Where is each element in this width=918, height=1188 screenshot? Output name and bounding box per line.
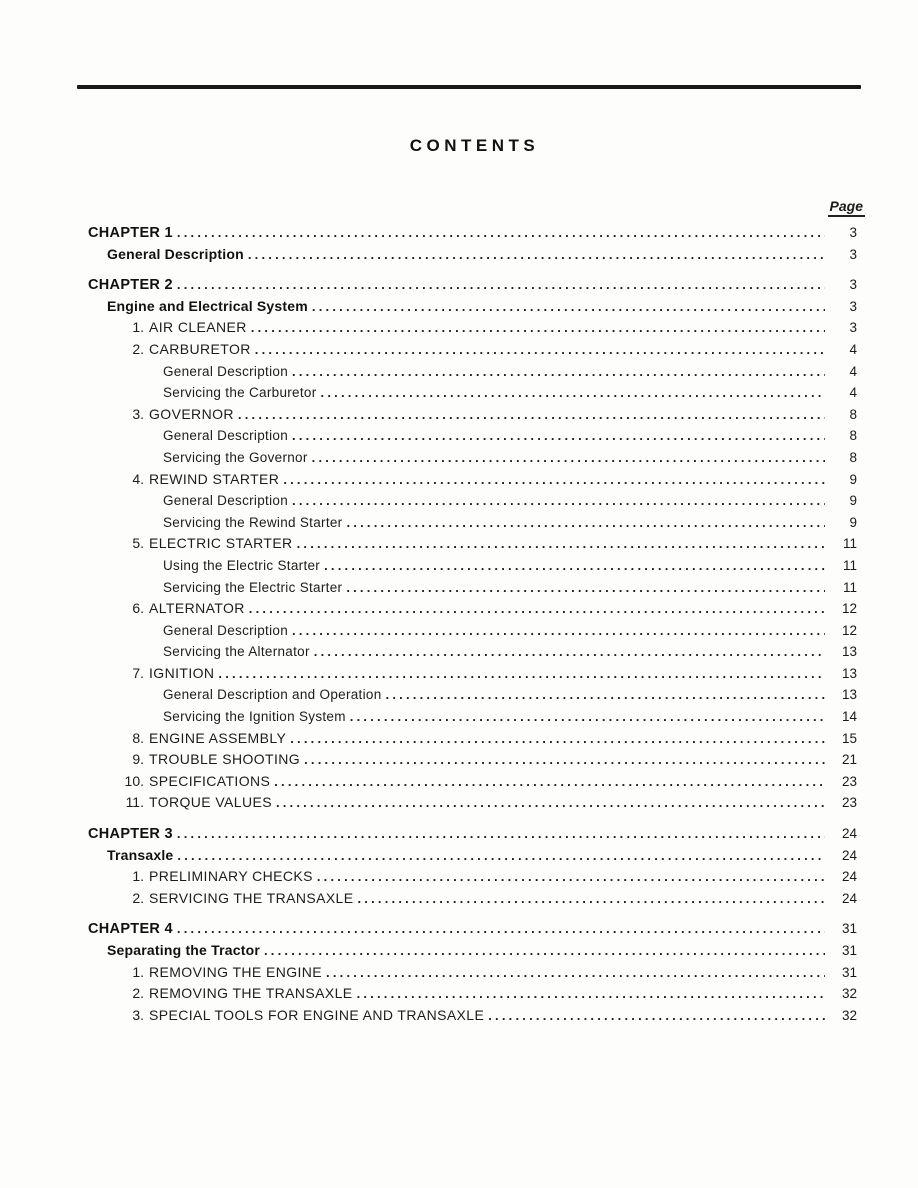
leader-dots (245, 598, 825, 620)
toc-entry-number: 5. (132, 535, 144, 552)
toc-entry-page: 23 (841, 773, 857, 789)
toc-entry-number: 9. (132, 751, 144, 768)
leader-dots (382, 684, 825, 706)
toc-row (88, 490, 861, 512)
toc-entry-number: 2. (132, 889, 144, 906)
toc-entry-page: 4 (849, 385, 857, 401)
leader-dots (288, 361, 825, 383)
leader-dots (317, 382, 825, 404)
leader-dots (214, 663, 825, 685)
toc-entry-label: CARBURETOR (149, 340, 251, 357)
leader-dots (173, 845, 825, 867)
toc-row (88, 866, 861, 888)
toc-row (88, 533, 861, 555)
toc-entry-page: 11 (842, 579, 857, 595)
toc-row (88, 555, 861, 577)
page-title: CONTENTS (409, 136, 540, 155)
toc-entry-number: 7. (132, 664, 144, 681)
toc-entry-label: Servicing the Carburetor (163, 385, 317, 401)
leader-dots (272, 792, 825, 814)
toc-entry-label: Servicing the Rewind Starter (163, 514, 343, 530)
toc-row (88, 983, 861, 1005)
toc-entry-label: Engine and Electrical System (107, 297, 308, 314)
toc-row (88, 469, 861, 491)
leader-dots (288, 620, 825, 642)
leader-dots (293, 533, 825, 555)
toc-row (88, 598, 861, 620)
toc-entry-label: Separating the Tractor (107, 942, 260, 958)
toc-row (88, 222, 861, 244)
toc-entry-page: 3 (849, 246, 857, 262)
toc-entry-page: 12 (841, 622, 857, 638)
toc-entry-label: ELECTRIC STARTER (149, 535, 293, 552)
toc-row (88, 274, 861, 296)
toc-entry-number: 3. (132, 405, 144, 422)
toc-entry-label: TORQUE VALUES (149, 794, 272, 811)
leader-dots (484, 1005, 825, 1027)
toc-entry-page: 31 (841, 943, 857, 958)
toc-entry-page: 9 (849, 471, 857, 487)
toc-entry-label: Servicing the Alternator (163, 644, 310, 660)
toc-entry-page: 9 (849, 514, 857, 530)
leader-dots (300, 749, 825, 771)
toc-entry-number: 11. (125, 794, 144, 811)
leader-dots (288, 490, 825, 512)
toc-entry-label: REMOVING THE ENGINE (149, 963, 323, 980)
toc-entry-page: 31 (841, 964, 857, 980)
toc-entry-number: 1. (132, 319, 144, 336)
toc-entry-number: 3. (132, 1006, 144, 1023)
leader-dots (173, 222, 825, 244)
toc-entry-number: 2. (132, 985, 144, 1002)
toc-entry-page: 23 (841, 795, 857, 811)
toc-row (88, 641, 861, 663)
toc-entry-label: General Description (163, 493, 289, 509)
toc-row (88, 382, 861, 404)
toc-entry-label: Using the Electric Starter (163, 557, 321, 573)
toc-entry-label: TROUBLE SHOOTING (149, 751, 301, 768)
toc-entry-label: Servicing the Electric Starter (163, 579, 343, 595)
toc-entry-label: CHAPTER 4 (88, 921, 173, 938)
toc-entry-label: ALTERNATOR (149, 600, 245, 617)
toc-entry-label: Servicing the Ignition System (163, 709, 346, 725)
toc-entry-label: REWIND STARTER (149, 470, 280, 487)
leader-dots (173, 274, 825, 296)
toc-row (88, 425, 861, 447)
toc-row (88, 918, 861, 940)
leader-dots (310, 641, 825, 663)
toc-row (88, 771, 861, 793)
toc-row (88, 962, 861, 984)
toc-entry-page: 13 (841, 687, 857, 703)
toc-entry-label: General Description (163, 622, 289, 638)
toc-entry-page: 12 (841, 601, 857, 617)
toc-entry-page: 8 (849, 428, 857, 444)
toc-entry-page: 14 (841, 709, 857, 725)
toc-entry-label: General Description (163, 363, 289, 379)
toc-entry-label: PRELIMINARY CHECKS (149, 868, 313, 885)
toc-entry-number: 1. (132, 963, 144, 980)
leader-dots (288, 425, 825, 447)
toc-entry-label: General Description (107, 245, 244, 262)
leader-dots (247, 317, 825, 339)
toc-entry-number: 6. (132, 600, 144, 617)
leader-dots (313, 866, 825, 888)
header-rule (77, 85, 861, 89)
toc-row (88, 339, 861, 361)
leader-dots (308, 296, 825, 318)
toc-entry-page: 13 (841, 665, 857, 681)
leader-dots (342, 577, 825, 599)
leader-dots (346, 706, 825, 728)
leader-dots (353, 888, 825, 910)
leader-dots (320, 555, 825, 577)
toc-entry-label: AIR CLEANER (149, 319, 247, 336)
leader-dots (353, 983, 825, 1005)
toc-row (88, 447, 861, 469)
leader-dots (234, 404, 825, 426)
toc-entry-label: CHAPTER 2 (88, 277, 173, 294)
toc-entry-page: 21 (841, 752, 857, 768)
toc-row (88, 792, 861, 814)
toc-entry-page: 3 (849, 298, 857, 314)
toc-entry-number: 2. (132, 340, 144, 357)
toc-entry-page: 32 (841, 1007, 857, 1023)
toc-row (88, 663, 861, 685)
toc-entry-page: 4 (849, 341, 857, 357)
toc-row (88, 706, 861, 728)
toc-row (88, 940, 861, 962)
toc-row (88, 620, 861, 642)
toc-entry-page: 24 (841, 890, 857, 906)
toc-entry-page: 24 (841, 869, 857, 885)
leader-dots (173, 918, 825, 940)
toc-row (88, 244, 861, 266)
toc-entry-page: 31 (841, 921, 857, 937)
toc-entry-page: 3 (849, 225, 857, 240)
leader-dots (173, 823, 825, 845)
page-column-header: Page (828, 198, 865, 217)
toc-entry-page: 11 (842, 536, 857, 552)
toc-entry-label: CHAPTER 1 (88, 225, 173, 241)
toc-entry-label: SPECIAL TOOLS FOR ENGINE AND TRANSAXLE (149, 1006, 485, 1023)
toc-entry-number: 4. (132, 470, 144, 487)
toc-row (88, 577, 861, 599)
toc-row (88, 512, 861, 534)
toc-entry-page: 9 (849, 493, 857, 509)
toc-entry-page: 4 (849, 363, 857, 379)
toc-entry-label: ENGINE ASSEMBLY (149, 729, 287, 746)
leader-dots (260, 940, 825, 962)
toc-entry-label: IGNITION (149, 664, 215, 681)
leader-dots (286, 728, 825, 750)
toc-entry-label: SERVICING THE TRANSAXLE (149, 889, 354, 906)
toc-row (88, 404, 861, 426)
toc-entry-page: 15 (841, 730, 857, 746)
toc-entry-number: 1. (132, 868, 144, 885)
toc-row (88, 317, 861, 339)
toc-entry-number: 8. (132, 729, 144, 746)
toc-row (88, 684, 861, 706)
table-of-contents (88, 222, 861, 1026)
toc-entry-label: CHAPTER 3 (88, 826, 173, 843)
toc-entry-page: 3 (849, 320, 857, 336)
leader-dots (342, 512, 825, 534)
leader-dots (322, 962, 825, 984)
toc-row (88, 845, 861, 867)
toc-entry-page: 24 (841, 847, 857, 863)
leader-dots (270, 771, 825, 793)
toc-row (88, 888, 861, 910)
toc-entry-label: General Description (163, 428, 289, 444)
toc-entry-label: GOVERNOR (149, 405, 234, 422)
toc-entry-label: Servicing the Governor (163, 449, 308, 465)
leader-dots (308, 447, 825, 469)
leader-dots (279, 469, 825, 491)
toc-entry-page: 8 (849, 449, 857, 465)
toc-entry-label: Transaxle (107, 846, 174, 863)
toc-entry-page: 3 (849, 277, 857, 293)
toc-entry-page: 8 (849, 406, 857, 422)
toc-entry-page: 11 (842, 557, 857, 573)
toc-row (88, 728, 861, 750)
toc-row (88, 823, 861, 845)
toc-row (88, 296, 861, 318)
toc-entry-page: 32 (841, 986, 857, 1002)
toc-entry-label: General Description and Operation (163, 687, 382, 703)
toc-entry-page: 13 (841, 644, 857, 660)
toc-entry-label: SPECIFICATIONS (149, 772, 271, 789)
toc-row (88, 749, 861, 771)
toc-entry-label: REMOVING THE TRANSAXLE (149, 985, 353, 1002)
toc-entry-number: 10. (124, 772, 144, 789)
toc-row (88, 1005, 861, 1027)
toc-entry-page: 24 (841, 826, 857, 842)
toc-row (88, 361, 861, 383)
leader-dots (251, 339, 825, 361)
leader-dots (244, 244, 825, 266)
